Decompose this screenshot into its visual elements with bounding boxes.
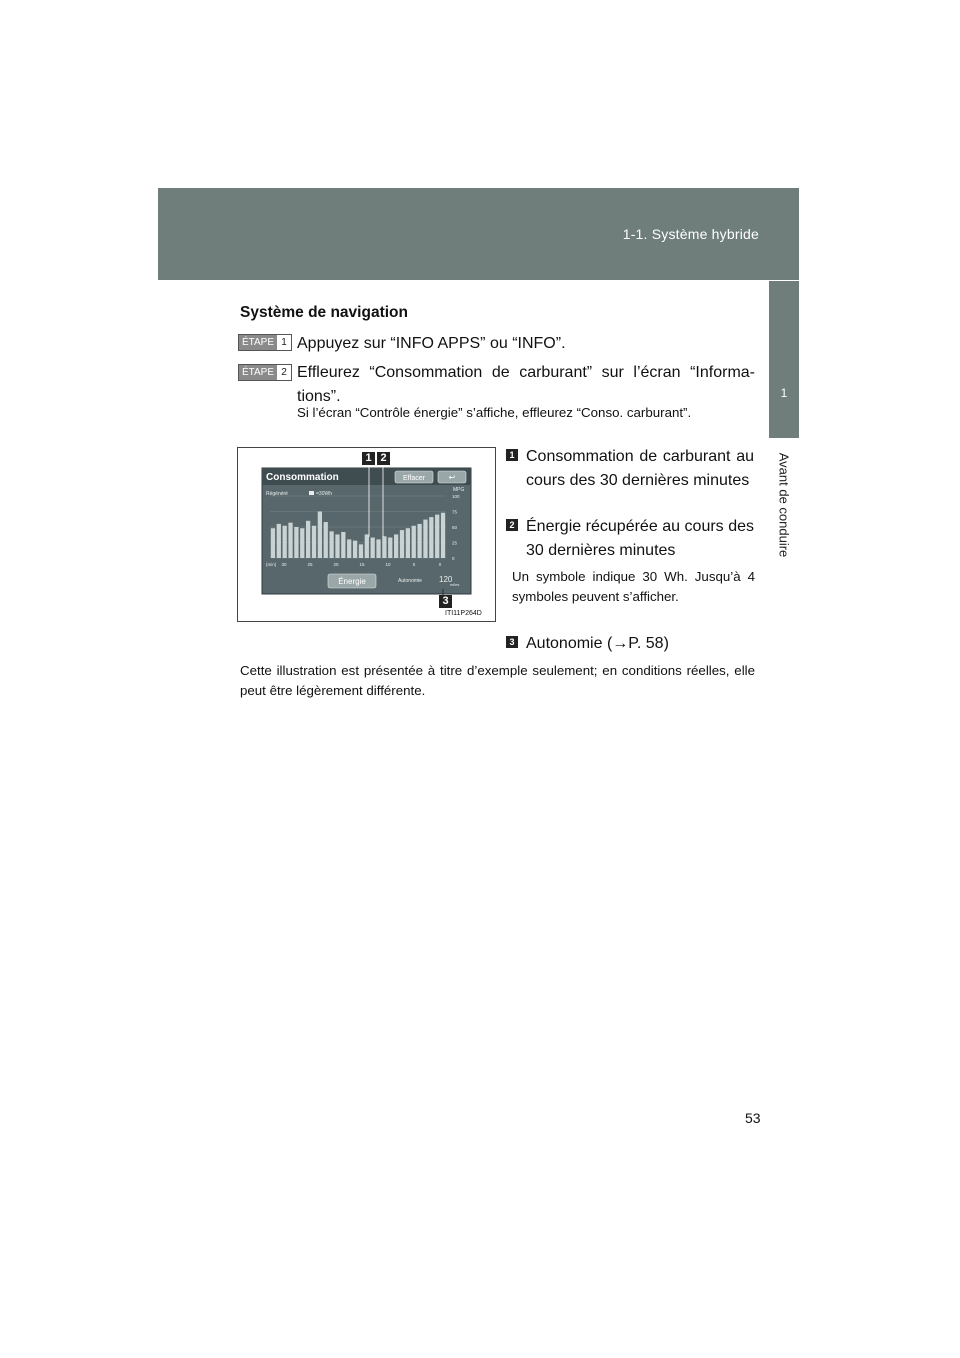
- consumption-bar: [271, 528, 275, 558]
- consumption-bar: [371, 538, 375, 558]
- callout-1: 1: [362, 452, 375, 465]
- consumption-bar: [400, 530, 404, 558]
- consumption-bar: [347, 539, 351, 558]
- figure-code: ITI11P264D: [445, 610, 482, 617]
- x-tick-label: 30: [281, 562, 287, 567]
- y-tick-label: 75: [452, 509, 458, 515]
- autonomy-value: 120: [439, 575, 453, 584]
- legend-text-1: Consommation de carburant au cours des 30 dernières minutes: [526, 448, 754, 489]
- y-tick-label: 100: [452, 494, 460, 499]
- consumption-bar: [341, 532, 345, 558]
- consumption-bar: [324, 522, 328, 558]
- x-tick-label: 0: [438, 562, 442, 567]
- consumption-bar: [277, 524, 281, 558]
- consumption-bar: [376, 539, 380, 558]
- illustration-disclaimer: Cette illustration est présentée à titre d’exemple seulement; en conditions réelles, elle peut être légèrement différente.: [240, 663, 755, 698]
- x-tick-label: 5: [412, 562, 416, 567]
- regen-symbol-icon: [309, 491, 314, 495]
- consumption-bar: [394, 534, 398, 558]
- x-tick-label: 15: [359, 562, 365, 567]
- consumption-bar: [365, 534, 369, 558]
- consumption-bar: [441, 513, 445, 558]
- regen-unit: =30Wh: [316, 491, 332, 497]
- legend-number-1: 1: [506, 449, 518, 461]
- callout-2: 2: [377, 452, 390, 465]
- screen-title: Consommation: [266, 472, 339, 483]
- consumption-bar: [382, 536, 386, 558]
- step-badge-2: ÉTAPE 2: [238, 364, 292, 381]
- x-unit: (min): [266, 562, 277, 567]
- y-tick-label: 25: [452, 540, 458, 546]
- consumption-bar: [429, 517, 433, 558]
- x-tick-label: 25: [307, 562, 313, 567]
- y-unit: MPG: [453, 487, 465, 493]
- step-badge-1: ÉTAPE 1: [238, 334, 292, 351]
- legend-number-3: 3: [506, 636, 518, 648]
- consumption-bar: [312, 526, 316, 558]
- callout-3: 3: [439, 595, 452, 608]
- chapter-number: 1: [780, 386, 788, 400]
- consumption-screen-illustration: [237, 447, 496, 622]
- consumption-bar: [423, 520, 427, 558]
- page-number: 53: [745, 1110, 761, 1126]
- section-header: [158, 188, 799, 280]
- consumption-bar: [329, 531, 333, 558]
- back-icon: ↩: [448, 473, 456, 482]
- consumption-bar: [412, 526, 416, 558]
- energy-button-label: Énergie: [338, 577, 366, 586]
- consumption-bar: [283, 526, 287, 558]
- consumption-bar: [318, 512, 322, 559]
- y-tick-label: 0: [452, 556, 455, 561]
- autonomy-unit: miles: [450, 582, 460, 587]
- consumption-bar: [306, 521, 310, 558]
- legend-text-3: Autonomie (→P. 58): [526, 635, 669, 652]
- step-1-text: Appuyez sur “INFO APPS” ou “INFO”.: [297, 335, 566, 352]
- consumption-bar: [294, 527, 298, 558]
- step-note: Si l’écran “Contrôle énergie” s’affiche, effleurez “Conso. carburant”.: [297, 405, 692, 420]
- consumption-bar: [388, 538, 392, 558]
- consumption-bar: [417, 524, 421, 558]
- screen-svg: [238, 448, 495, 621]
- legend-item-3: [506, 632, 756, 656]
- chapter-tab: [769, 281, 799, 438]
- legend-item-1: [506, 445, 756, 515]
- clear-button-label: Effacer: [402, 475, 426, 482]
- regen-label: Régénéré: [266, 491, 288, 497]
- legend-text-2: Énergie récupérée au cours des 30 dernières minutes: [526, 518, 754, 559]
- legend-note: Un symbole indique 30 Wh. Jusqu’à 4 symboles peuvent s’afficher.: [512, 569, 755, 604]
- autonomy-label: Autonomie: [398, 578, 422, 584]
- x-tick-label: 20: [333, 562, 339, 567]
- consumption-bar: [300, 528, 304, 558]
- section-title: 1-1. Système hybride: [622, 226, 759, 242]
- legend-number-2: 2: [506, 519, 518, 531]
- legend-item-2: [506, 515, 756, 563]
- consumption-bar: [359, 544, 363, 558]
- consumption-bar: [406, 528, 410, 558]
- x-tick-label: 10: [385, 562, 391, 567]
- y-tick-label: 50: [452, 525, 458, 530]
- step-2-text: Effleurez “Consommation de carburant” sur l’écran “Informa-tions”.: [297, 364, 755, 405]
- consumption-bar: [435, 515, 439, 558]
- chapter-label: Avant de conduire: [776, 452, 792, 558]
- consumption-bar: [288, 523, 292, 558]
- page-heading: Système de navigation: [240, 304, 408, 321]
- consumption-bar: [353, 541, 357, 558]
- consumption-bar: [335, 534, 339, 558]
